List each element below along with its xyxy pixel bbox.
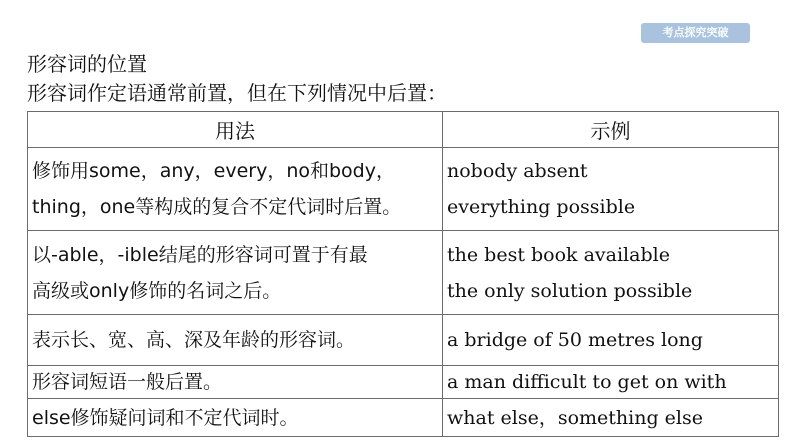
column-header-example: 示例 [443,112,779,148]
column-header-usage: 用法 [28,112,443,148]
usage-line: 形容词短语一般后置。 [32,371,223,393]
example-line: the best book available [447,243,670,266]
table-header-row [28,112,779,148]
usage-cell [28,315,443,366]
usage-cell [28,148,443,231]
usage-line: 表示长、宽、高、深及年龄的形容词。 [32,329,356,351]
example-cell [443,148,779,231]
usage-line: 修饰用some，any，every，no和body， [32,160,395,182]
example-cell [443,366,779,399]
usage-line: 以-able，-ible结尾的形容词可置于有最 [32,243,368,266]
usage-line: 高级或only修饰的名词之后。 [32,279,282,302]
example-line: everything possible [447,196,636,218]
usage-cell [28,231,443,315]
example-line: the only solution possible [447,279,693,302]
table-row [28,315,779,366]
intro-text: 形容词作定语通常前置，但在下列情况中后置： [27,81,447,105]
example-line: a bridge of 50 metres long [447,329,703,351]
section-badge: 考点探究突破 [641,23,750,43]
adjective-position-table [27,111,779,437]
example-line: what else，something else [447,406,703,429]
table-row [28,366,779,399]
usage-line: else修饰疑问词和不定代词时。 [32,406,299,429]
usage-line: thing，one等构成的复合不定代词时后置。 [32,196,402,218]
table-row [28,231,779,315]
example-cell [443,231,779,315]
table-row [28,148,779,231]
page-title: 形容词的位置 [27,52,147,76]
table-row [28,399,779,437]
usage-cell [28,399,443,437]
example-cell [443,315,779,366]
example-line: nobody absent [447,160,588,182]
example-line: a man difficult to get on with [447,371,727,393]
usage-cell [28,366,443,399]
example-cell [443,399,779,437]
